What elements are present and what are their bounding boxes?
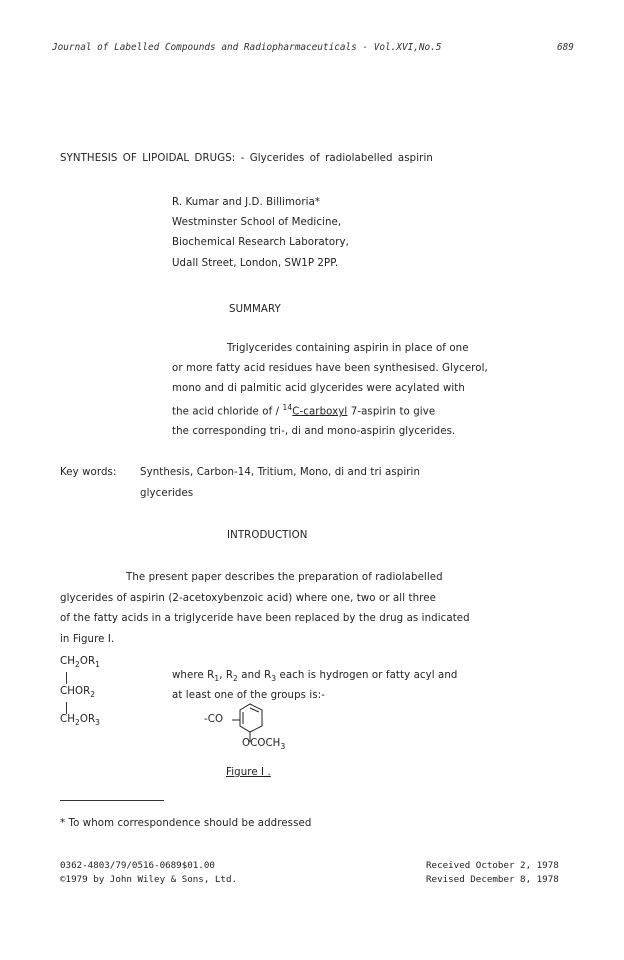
affiliation-line-3: Udall Street, London, SW1P 2PP. <box>172 258 339 269</box>
keywords-line-2: glycerides <box>140 488 194 499</box>
footer-copyright: ©1979 by John Wiley & Sons, Ltd. <box>60 874 238 885</box>
summary-heading: SUMMARY <box>229 304 281 315</box>
journal-header: Journal of Labelled Compounds and Radiopharmaceuticals - Vol.XVI,No.5 <box>52 42 442 53</box>
figure-caption: Figure I . <box>226 767 271 778</box>
page-number: 689 <box>557 42 574 53</box>
acyl-prefix: -CO <box>204 714 224 725</box>
structure-row-3: $CH_2OR_3$ <box>60 714 101 728</box>
summary-line-2: or more fatty acid residues have been synthesised. Glycerol, <box>172 363 488 374</box>
carboxyl-label: C-carboxyl <box>292 406 348 418</box>
author-names: R. Kumar and J.D. Billimoria* <box>172 197 321 208</box>
bond-line-1 <box>66 672 67 684</box>
intro-line-4: in Figure I. <box>60 634 115 645</box>
article-title: SYNTHESIS OF LIPOIDAL DRUGS: - Glycerides of radiolabelled aspirin <box>60 153 433 164</box>
intro-line-1: The present paper describes the preparation of radiolabelled <box>126 572 443 583</box>
footnote-rule <box>60 800 164 801</box>
footnote: * To whom correspondence should be addressed <box>60 818 312 829</box>
revised-date: Revised December 8, 1978 <box>426 874 559 885</box>
keywords-label: Key words: <box>60 467 117 478</box>
summary-line-5: the corresponding tri-, di and mono-aspirin glycerides. <box>172 426 456 437</box>
structure-row-2: $CHOR_2$ <box>60 686 96 700</box>
acetoxy-substituent: $OCOCH_3$ <box>242 738 286 752</box>
bracket-open: / <box>275 406 280 418</box>
intro-line-2: glycerides of aspirin (2-acetoxybenzoic acid) where one, two or all three <box>60 593 436 604</box>
least-line: at least one of the groups is:- <box>172 690 326 701</box>
bracket-close: 7 <box>350 406 358 418</box>
intro-line-3: of the fatty acids in a triglyceride have been replaced by the drug as indicated <box>60 613 470 624</box>
affiliation-line-2: Biochemical Research Laboratory, <box>172 237 349 248</box>
summary-line-4 <box>172 403 435 417</box>
isotope-superscript: 14 <box>282 403 293 412</box>
received-date: Received October 2, 1978 <box>426 860 559 871</box>
keywords-line-1: Synthesis, Carbon-14, Tritium, Mono, di and tri aspirin <box>140 467 421 478</box>
introduction-heading: INTRODUCTION <box>227 530 308 541</box>
structure-row-1: $CH_2OR_1$ <box>60 656 101 670</box>
affiliation-line-1: Westminster School of Medicine, <box>172 217 342 228</box>
where-line: where $R_1$, $R_2$ and $R_3$ each is hydrogen or fatty acyl and <box>172 670 458 684</box>
summary-line-3: mono and di palmitic acid glycerides were acylated with <box>172 383 465 394</box>
chloride-post: -aspirin to give <box>357 406 436 418</box>
bond-line-2 <box>66 702 67 714</box>
footer-code: 0362-4803/79/0516-0689$01.00 <box>60 860 215 871</box>
chloride-pre: the acid chloride of <box>172 406 273 418</box>
summary-line-1: Triglycerides containing aspirin in place of one <box>227 343 469 354</box>
